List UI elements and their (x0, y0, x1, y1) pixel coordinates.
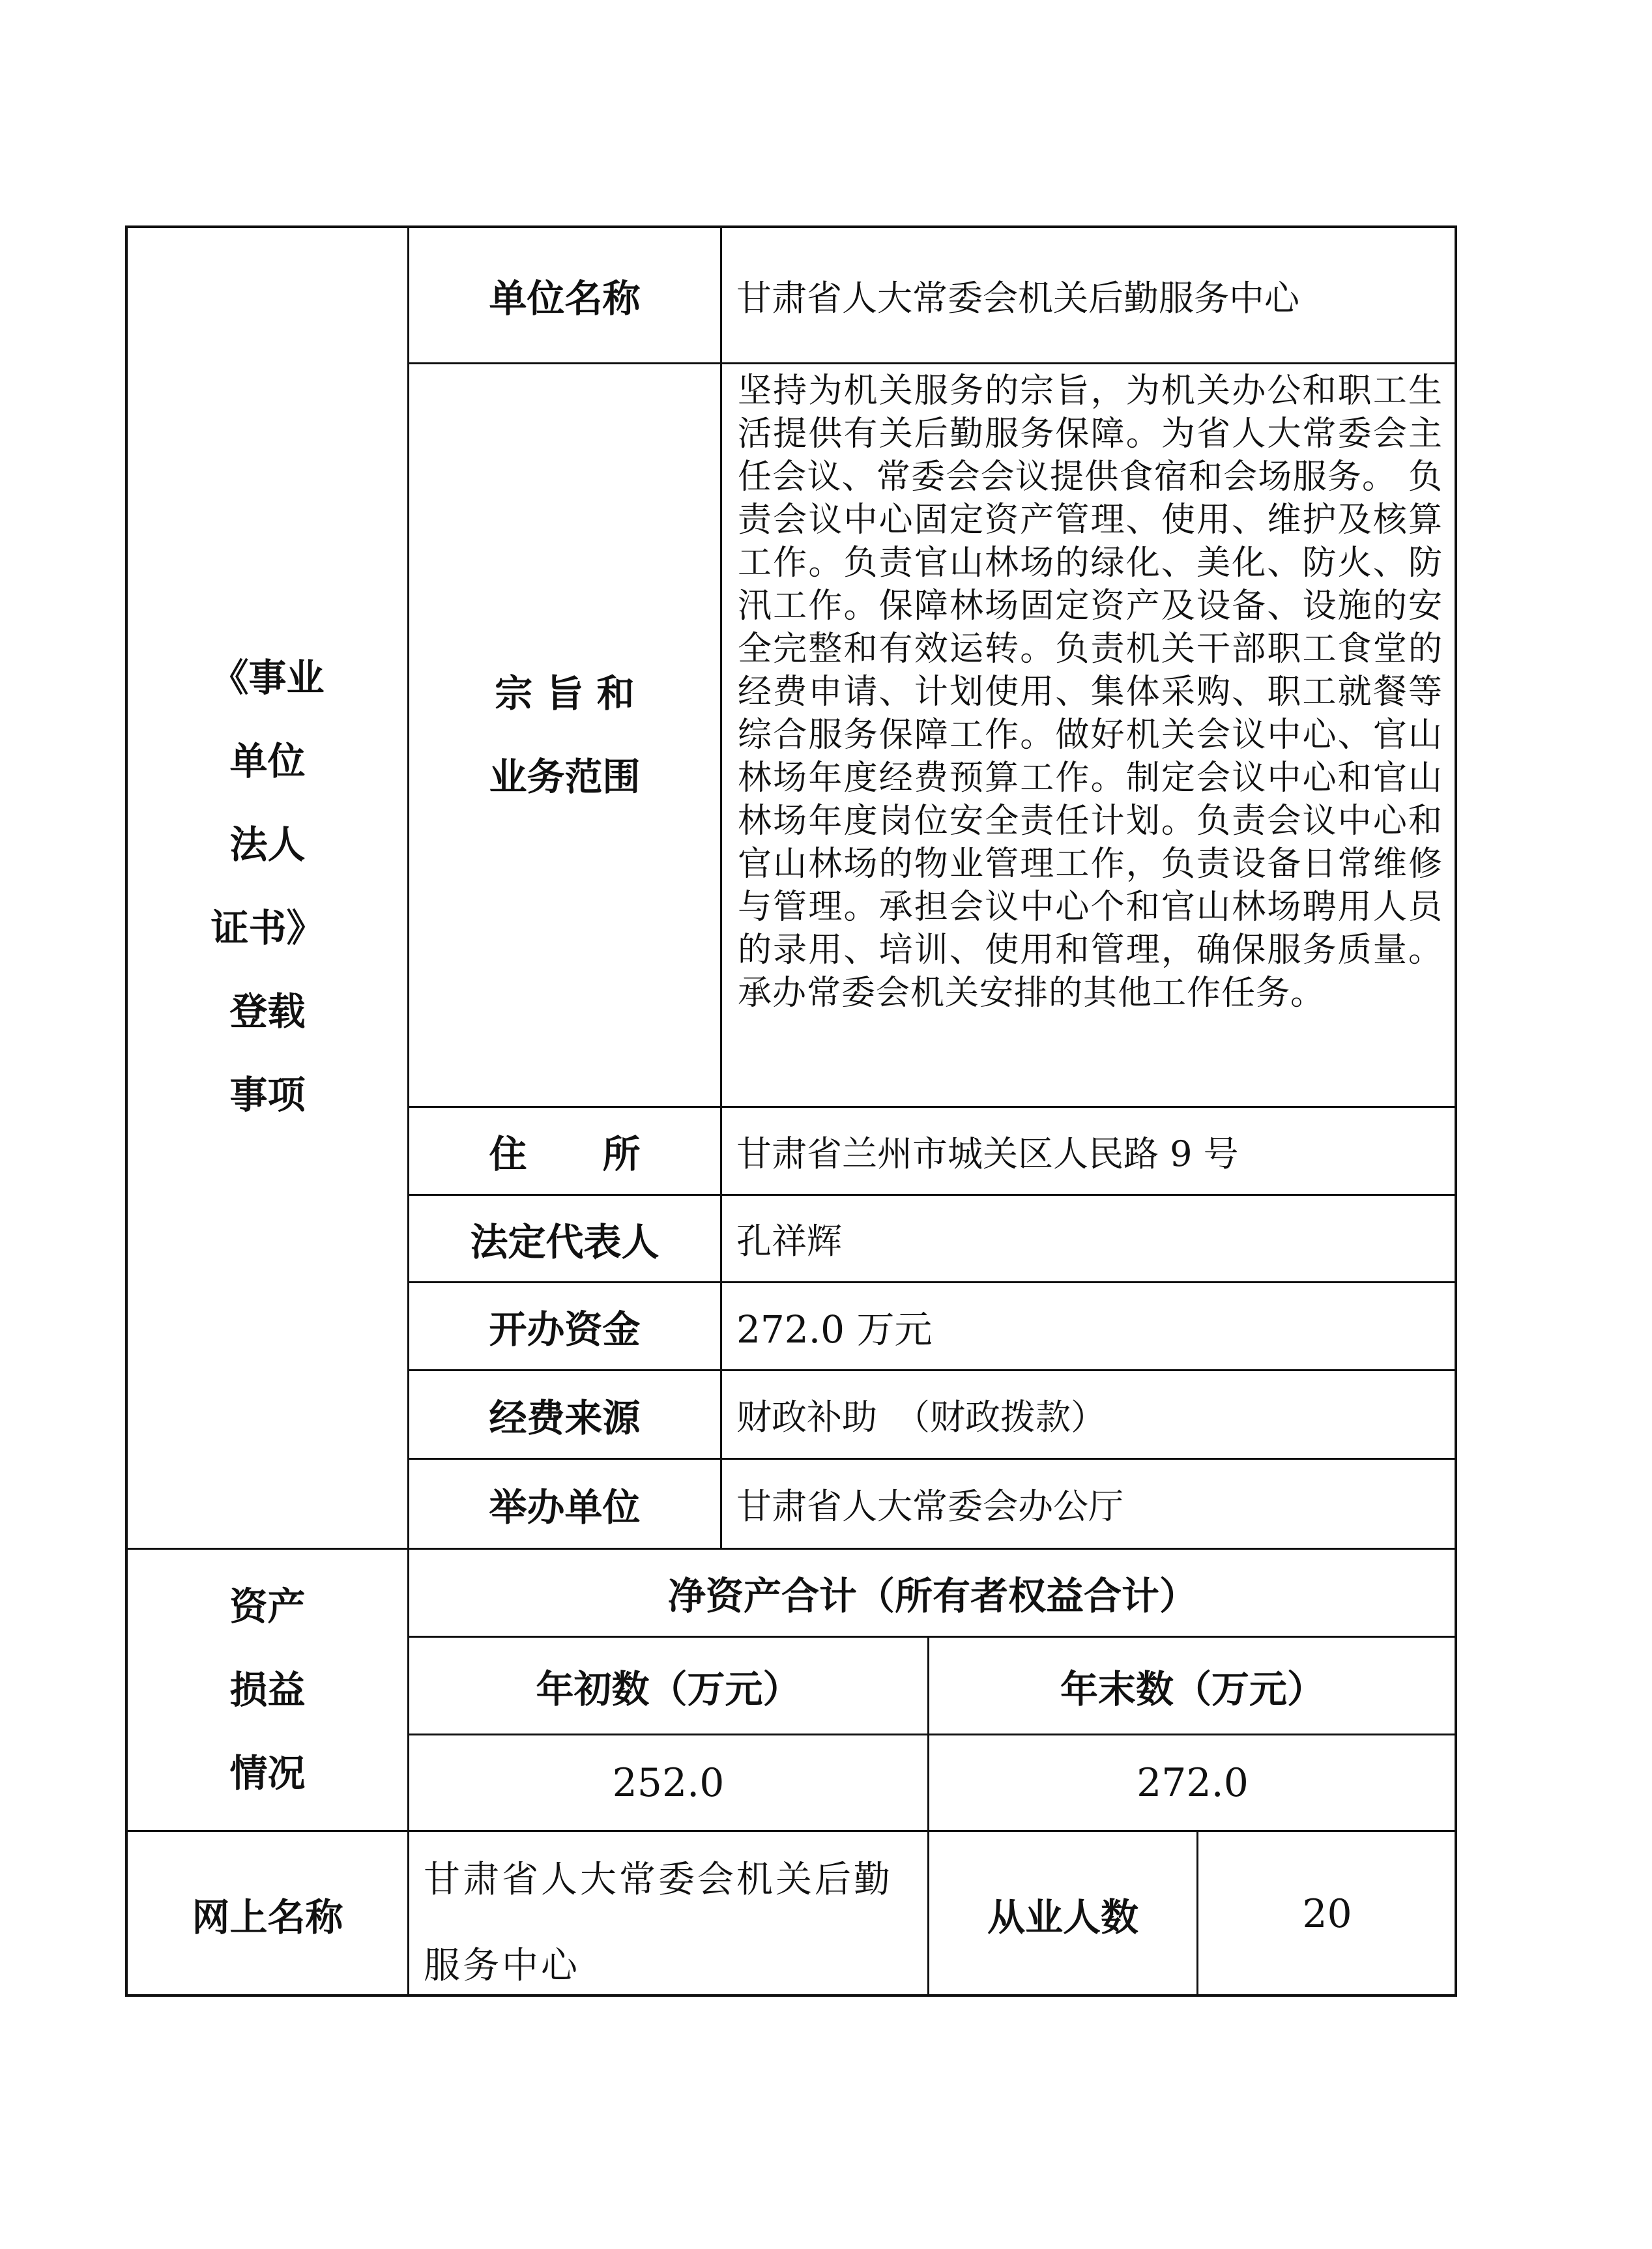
capital-value: 272.0 万元 (736, 1307, 933, 1352)
staff-count-value: 20 (1302, 1891, 1352, 1937)
begin-value-label: 年初数（万元） (536, 1666, 801, 1711)
section-title-line: 事项 (229, 1073, 306, 1117)
section-title-line: 法人 (229, 822, 306, 867)
end-value-label: 年末数（万元） (1060, 1666, 1325, 1711)
funding-label: 经费来源 (489, 1395, 641, 1440)
assets-title-line: 损益 (229, 1668, 306, 1712)
legal-rep-value: 孔祥辉 (736, 1221, 842, 1262)
section-title-line: 证书》 (210, 906, 325, 950)
staff-count-label: 从业人数 (987, 1894, 1138, 1939)
address-label: 住 所 (489, 1132, 641, 1176)
section-title-line: 登载 (229, 989, 306, 1034)
purpose-label-line1: 宗 旨 和 (495, 671, 635, 716)
sponsor-value: 甘肃省人大常委会办公厅 (736, 1486, 1123, 1527)
online-name-value: 甘肃省人大常委会机关后勤服务中心 (424, 1859, 893, 1987)
capital-label: 开办资金 (489, 1307, 641, 1352)
section-title-line: 《事业 (210, 656, 325, 700)
begin-value: 252.0 (612, 1760, 725, 1806)
section-title-line: 单位 (229, 739, 306, 783)
purpose-value: 坚持为机关服务的宗旨，为机关办公和职工生活提供有关后勤服务保障。为省人大常委会主任会议、常委会会议提供食宿和会场服务。 负责会议中心固定资产管理、使用、维护及核算工作。负责官山林场的绿化、美化、防火、防汛工作。保障林场固定资产及设备、设施的安全完整和有效运转。负责机关干部职工食堂的经费申请、计划使用、集体采购、职工就餐等综合服务保障工作。做好机关会议中心、官山林场年度经费预算工作。制定会议中心和官山林场年度岗位安全责任计划。负责会议中心和官山林场的物业管理工作，负责设备日常维修与管理。承担会议中心个和官山林场聘用人员的录用、培训、使用和管理，确保服务质量。承办常委会机关安排的其他工作任务。 (738, 371, 1443, 1013)
assets-section-title (128, 1550, 407, 1830)
net-assets-header: 净资产合计（所有者权益合计） (667, 1574, 1197, 1618)
unit-name-value: 甘肃省人大常委会机关后勤服务中心 (736, 277, 1299, 319)
end-value: 272.0 (1137, 1760, 1249, 1806)
sponsor-label: 举办单位 (489, 1485, 641, 1530)
address-value: 甘肃省兰州市城关区人民路 9 号 (736, 1133, 1239, 1174)
assets-title-line: 资产 (229, 1584, 306, 1629)
purpose-label (409, 364, 720, 1106)
online-name-label: 网上名称 (192, 1894, 343, 1939)
purpose-label-line2: 业务范围 (489, 755, 641, 799)
certificate-section-title (128, 619, 407, 1154)
legal-rep-label: 法定代表人 (470, 1219, 659, 1264)
assets-title-line: 情况 (229, 1751, 306, 1795)
unit-name-label: 单位名称 (489, 276, 641, 321)
funding-value: 财政补助 （财政拨款） (736, 1397, 1106, 1438)
